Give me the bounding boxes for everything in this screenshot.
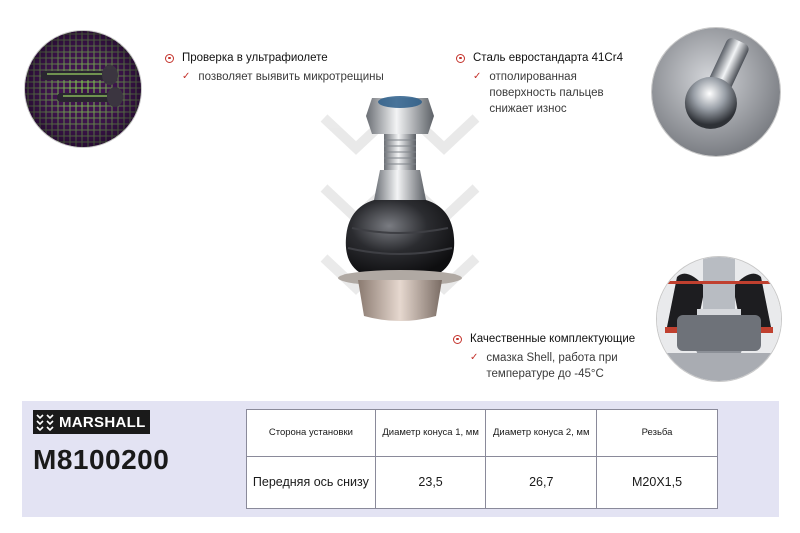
marshall-logo bbox=[33, 410, 150, 434]
target-bullet-icon bbox=[453, 335, 462, 344]
feature-title: Сталь евростандарта 41Cr4 bbox=[473, 52, 623, 64]
check-icon: ✓ bbox=[182, 71, 191, 82]
cell-cone2: 26,7 bbox=[486, 457, 597, 509]
table-row bbox=[247, 457, 718, 509]
feature-desc: позволяет выявить микротрещины bbox=[198, 71, 384, 83]
target-bullet-icon bbox=[456, 54, 465, 63]
uv-inspection-photo bbox=[24, 30, 142, 148]
header-cone2: Диаметр конуса 2, мм bbox=[486, 410, 597, 457]
feature-components bbox=[453, 333, 653, 382]
table-header-row bbox=[247, 410, 718, 457]
polished-pin-photo bbox=[651, 27, 781, 157]
brand-name: MARSHALL bbox=[59, 413, 146, 431]
header-cone1: Диаметр конуса 1, мм bbox=[375, 410, 486, 457]
check-icon: ✓ bbox=[470, 352, 479, 363]
target-bullet-icon bbox=[165, 54, 174, 63]
feature-title: Проверка в ультрафиолете bbox=[182, 52, 328, 64]
feature-steel bbox=[456, 52, 646, 117]
specs-table bbox=[246, 409, 718, 509]
cell-thread: M20X1,5 bbox=[597, 457, 718, 509]
cutaway-photo bbox=[656, 256, 782, 382]
feature-title: Качественные комплектующие bbox=[470, 333, 636, 345]
feature-uv-check bbox=[165, 52, 425, 85]
marshall-mark-icon bbox=[35, 412, 55, 432]
cell-cone1: 23,5 bbox=[375, 457, 486, 509]
feature-desc: смазка Shell, работа при температуре до -45°C bbox=[486, 352, 618, 380]
cell-side: Передняя ось снизу bbox=[247, 457, 376, 509]
ball-joint-product-image bbox=[300, 88, 500, 328]
header-side: Сторона установки bbox=[247, 410, 376, 457]
feature-desc: отполированная поверхность пальцев снижает износ bbox=[489, 71, 604, 115]
check-icon: ✓ bbox=[473, 71, 482, 82]
part-number: M8100200 bbox=[33, 444, 170, 475]
header-thread: Резьба bbox=[597, 410, 718, 457]
